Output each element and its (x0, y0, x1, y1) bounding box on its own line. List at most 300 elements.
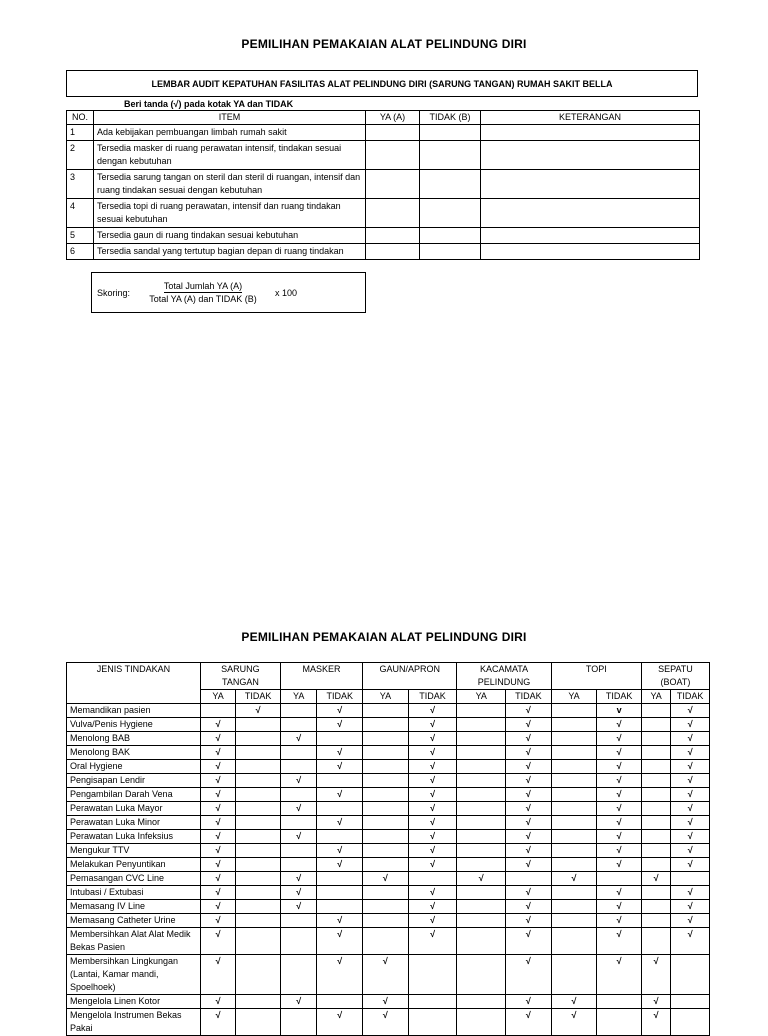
action-name: Memasang Catheter Urine (67, 914, 201, 928)
sub-header-tidak: TIDAK (671, 690, 710, 704)
tidak-checkbox-cell[interactable] (420, 141, 481, 170)
check-cell[interactable]: √ (597, 732, 642, 746)
check-cell[interactable]: √ (200, 955, 235, 995)
check-cell[interactable]: √ (280, 732, 317, 746)
check-cell[interactable]: √ (408, 914, 457, 928)
check-cell[interactable] (280, 718, 317, 732)
check-cell[interactable] (457, 886, 506, 900)
check-cell[interactable]: √ (200, 774, 235, 788)
check-cell[interactable] (641, 704, 670, 718)
check-cell[interactable] (280, 760, 317, 774)
tidak-checkbox-cell[interactable] (420, 228, 481, 244)
check-cell[interactable]: √ (280, 995, 317, 1009)
check-cell[interactable]: √ (280, 900, 317, 914)
check-cell[interactable] (236, 858, 281, 872)
check-cell[interactable]: √ (506, 900, 552, 914)
check-cell[interactable]: √ (408, 760, 457, 774)
action-name: Vulva/Penis Hygiene (67, 718, 201, 732)
audit-row (67, 125, 700, 141)
col-header-item: ITEM (94, 111, 366, 125)
keterangan-cell[interactable] (481, 199, 700, 228)
check-cell[interactable]: √ (317, 746, 363, 760)
audit-row (67, 228, 700, 244)
check-cell[interactable] (671, 995, 710, 1009)
check-cell[interactable] (457, 900, 506, 914)
check-cell[interactable] (236, 872, 281, 886)
check-cell[interactable] (363, 760, 409, 774)
check-cell[interactable]: √ (280, 802, 317, 816)
check-cell[interactable] (641, 830, 670, 844)
tidak-checkbox-cell[interactable] (420, 125, 481, 141)
group-header-cap: TOPI (551, 663, 641, 690)
check-cell[interactable] (363, 746, 409, 760)
sub-header-ya: YA (200, 690, 235, 704)
row-item: Tersedia sarung tangan on steril dan steril di ruangan, intensif dan ruang tindakan sesuai dengan kebutuhan (94, 170, 366, 199)
ya-checkbox-cell[interactable] (366, 125, 420, 141)
check-cell[interactable]: √ (671, 858, 710, 872)
check-cell[interactable] (671, 1009, 710, 1036)
check-cell[interactable] (641, 886, 670, 900)
check-cell[interactable]: √ (597, 760, 642, 774)
check-cell[interactable]: √ (317, 788, 363, 802)
check-cell[interactable] (236, 914, 281, 928)
check-cell[interactable] (363, 858, 409, 872)
check-cell[interactable]: √ (408, 774, 457, 788)
check-cell[interactable]: √ (200, 844, 235, 858)
check-cell[interactable]: √ (280, 830, 317, 844)
check-cell[interactable] (317, 732, 363, 746)
check-cell[interactable]: √ (200, 802, 235, 816)
check-cell[interactable] (280, 704, 317, 718)
check-cell[interactable] (363, 718, 409, 732)
check-cell[interactable] (317, 995, 363, 1009)
check-cell[interactable] (551, 928, 597, 955)
check-cell[interactable]: √ (506, 760, 552, 774)
check-cell[interactable]: √ (671, 928, 710, 955)
check-cell[interactable]: √ (506, 995, 552, 1009)
check-cell[interactable] (641, 858, 670, 872)
check-cell[interactable] (363, 900, 409, 914)
check-cell[interactable]: √ (506, 732, 552, 746)
section-title: PEMILIHAN PEMAKAIAN ALAT PELINDUNG DIRI (241, 630, 527, 644)
check-cell[interactable] (236, 774, 281, 788)
check-cell[interactable]: √ (551, 1009, 597, 1036)
check-cell[interactable]: √ (408, 844, 457, 858)
check-cell[interactable]: √ (200, 1009, 235, 1036)
check-cell[interactable] (408, 955, 457, 995)
check-cell[interactable] (363, 844, 409, 858)
apd-row (67, 802, 710, 816)
check-cell[interactable] (551, 802, 597, 816)
check-cell[interactable] (280, 816, 317, 830)
check-cell[interactable] (363, 830, 409, 844)
check-cell[interactable]: √ (671, 914, 710, 928)
check-cell[interactable]: √ (317, 704, 363, 718)
ya-checkbox-cell[interactable] (366, 228, 420, 244)
apd-row (67, 718, 710, 732)
apd-row (67, 704, 710, 718)
check-cell[interactable]: √ (671, 802, 710, 816)
tidak-checkbox-cell[interactable] (420, 199, 481, 228)
check-cell[interactable]: v (597, 704, 642, 718)
check-cell[interactable]: √ (506, 816, 552, 830)
check-cell[interactable]: √ (200, 900, 235, 914)
check-cell[interactable]: √ (408, 886, 457, 900)
check-cell[interactable]: √ (506, 886, 552, 900)
check-cell[interactable] (280, 858, 317, 872)
check-cell[interactable]: √ (317, 718, 363, 732)
check-cell[interactable]: √ (506, 704, 552, 718)
check-cell[interactable] (363, 914, 409, 928)
check-cell[interactable] (641, 760, 670, 774)
check-cell[interactable]: √ (200, 872, 235, 886)
check-cell[interactable]: √ (597, 900, 642, 914)
apd-row (67, 788, 710, 802)
check-cell[interactable]: √ (363, 995, 409, 1009)
scoring-label: Skoring: (97, 288, 131, 298)
check-cell[interactable]: √ (597, 858, 642, 872)
audit-sheet-header: LEMBAR AUDIT KEPATUHAN FASILITAS ALAT PELINDUNG DIRI (SARUNG TANGAN) RUMAH SAKIT BELLA (66, 70, 698, 97)
check-cell[interactable] (200, 704, 235, 718)
check-cell[interactable] (236, 830, 281, 844)
check-cell[interactable]: √ (641, 872, 670, 886)
check-cell[interactable]: √ (200, 914, 235, 928)
check-cell[interactable] (236, 788, 281, 802)
check-cell[interactable] (363, 788, 409, 802)
ya-checkbox-cell[interactable] (366, 244, 420, 260)
check-cell[interactable] (551, 914, 597, 928)
check-cell[interactable] (597, 995, 642, 1009)
sub-header-ya: YA (551, 690, 597, 704)
keterangan-cell[interactable] (481, 244, 700, 260)
sub-header-tidak: TIDAK (597, 690, 642, 704)
check-cell[interactable]: √ (506, 830, 552, 844)
group-header-gloves: SARUNG TANGAN (200, 663, 280, 690)
check-cell[interactable]: √ (597, 844, 642, 858)
check-cell[interactable]: √ (408, 900, 457, 914)
check-cell[interactable]: √ (408, 802, 457, 816)
check-cell[interactable] (236, 955, 281, 995)
check-cell[interactable]: √ (408, 746, 457, 760)
check-cell[interactable] (408, 995, 457, 1009)
check-cell[interactable]: √ (408, 830, 457, 844)
check-cell[interactable] (457, 858, 506, 872)
check-cell[interactable]: √ (200, 816, 235, 830)
check-cell[interactable] (551, 830, 597, 844)
check-cell[interactable]: √ (280, 872, 317, 886)
check-cell[interactable]: √ (457, 872, 506, 886)
check-cell[interactable] (551, 718, 597, 732)
check-cell[interactable] (317, 900, 363, 914)
keterangan-cell[interactable] (481, 170, 700, 199)
check-cell[interactable]: √ (200, 746, 235, 760)
check-cell[interactable] (363, 704, 409, 718)
ya-checkbox-cell[interactable] (366, 141, 420, 170)
check-cell[interactable] (280, 955, 317, 995)
check-cell[interactable]: √ (280, 886, 317, 900)
instruction-text: Beri tanda (√) pada kotak YA dan TIDAK (124, 99, 294, 109)
check-cell[interactable]: √ (317, 928, 363, 955)
check-cell[interactable] (363, 928, 409, 955)
check-cell[interactable] (671, 872, 710, 886)
check-cell[interactable] (457, 928, 506, 955)
check-cell[interactable] (317, 802, 363, 816)
check-cell[interactable]: √ (597, 816, 642, 830)
check-cell[interactable]: √ (671, 886, 710, 900)
check-cell[interactable] (641, 900, 670, 914)
check-cell[interactable]: √ (551, 872, 597, 886)
check-cell[interactable]: √ (200, 858, 235, 872)
check-cell[interactable]: √ (200, 718, 235, 732)
check-cell[interactable]: √ (317, 816, 363, 830)
check-cell[interactable]: √ (317, 1009, 363, 1036)
check-cell[interactable] (641, 718, 670, 732)
check-cell[interactable] (317, 886, 363, 900)
check-cell[interactable] (641, 928, 670, 955)
row-number: 4 (67, 199, 94, 228)
check-cell[interactable]: √ (597, 802, 642, 816)
check-cell[interactable]: √ (597, 928, 642, 955)
action-name: Mengelola Instrumen Bekas Pakai (67, 1009, 201, 1036)
check-cell[interactable] (551, 760, 597, 774)
check-cell[interactable]: √ (597, 830, 642, 844)
check-cell[interactable]: √ (671, 830, 710, 844)
check-cell[interactable] (641, 774, 670, 788)
check-cell[interactable]: √ (200, 995, 235, 1009)
check-cell[interactable]: √ (671, 900, 710, 914)
check-cell[interactable]: √ (597, 955, 642, 995)
check-cell[interactable] (457, 788, 506, 802)
check-cell[interactable] (457, 802, 506, 816)
check-cell[interactable]: √ (671, 718, 710, 732)
check-cell[interactable] (236, 995, 281, 1009)
check-cell[interactable] (280, 1009, 317, 1036)
check-cell[interactable] (363, 802, 409, 816)
check-cell[interactable]: √ (506, 788, 552, 802)
check-cell[interactable]: √ (641, 1009, 670, 1036)
check-cell[interactable]: √ (363, 872, 409, 886)
check-cell[interactable] (236, 732, 281, 746)
check-cell[interactable]: √ (671, 732, 710, 746)
check-cell[interactable]: √ (317, 844, 363, 858)
apd-row (67, 858, 710, 872)
row-item: Tersedia gaun di ruang tindakan sesuai kebutuhan (94, 228, 366, 244)
check-cell[interactable] (597, 872, 642, 886)
check-cell[interactable] (317, 774, 363, 788)
check-cell[interactable] (363, 774, 409, 788)
apd-row (67, 746, 710, 760)
check-cell[interactable] (551, 704, 597, 718)
tidak-checkbox-cell[interactable] (420, 170, 481, 199)
check-cell[interactable] (506, 872, 552, 886)
page-title: PEMILIHAN PEMAKAIAN ALAT PELINDUNG DIRI (241, 37, 527, 51)
check-cell[interactable]: √ (597, 886, 642, 900)
check-cell[interactable] (408, 872, 457, 886)
check-cell[interactable] (457, 830, 506, 844)
check-cell[interactable] (236, 928, 281, 955)
check-cell[interactable]: √ (671, 816, 710, 830)
check-cell[interactable]: √ (317, 955, 363, 995)
check-cell[interactable]: √ (506, 1009, 552, 1036)
check-cell[interactable] (236, 844, 281, 858)
check-cell[interactable] (641, 844, 670, 858)
check-cell[interactable]: √ (506, 844, 552, 858)
check-cell[interactable] (641, 788, 670, 802)
check-cell[interactable] (641, 746, 670, 760)
check-cell[interactable]: √ (236, 704, 281, 718)
action-name: Pengisapan Lendir (67, 774, 201, 788)
check-cell[interactable] (236, 760, 281, 774)
check-cell[interactable]: √ (671, 844, 710, 858)
check-cell[interactable] (551, 746, 597, 760)
check-cell[interactable]: √ (408, 718, 457, 732)
check-cell[interactable]: √ (671, 746, 710, 760)
check-cell[interactable]: √ (506, 802, 552, 816)
check-cell[interactable]: √ (671, 704, 710, 718)
check-cell[interactable]: √ (200, 732, 235, 746)
check-cell[interactable] (551, 886, 597, 900)
check-cell[interactable]: √ (597, 746, 642, 760)
check-cell[interactable]: √ (597, 774, 642, 788)
check-cell[interactable] (641, 802, 670, 816)
check-cell[interactable] (551, 732, 597, 746)
check-cell[interactable] (408, 1009, 457, 1036)
check-cell[interactable] (317, 872, 363, 886)
check-cell[interactable]: √ (597, 718, 642, 732)
check-cell[interactable] (551, 858, 597, 872)
check-cell[interactable]: √ (317, 760, 363, 774)
col-header-no: NO. (67, 111, 94, 125)
check-cell[interactable]: √ (200, 928, 235, 955)
check-cell[interactable] (236, 816, 281, 830)
check-cell[interactable]: √ (408, 732, 457, 746)
check-cell[interactable] (236, 746, 281, 760)
check-cell[interactable]: √ (641, 995, 670, 1009)
check-cell[interactable] (457, 704, 506, 718)
check-cell[interactable]: √ (641, 955, 670, 995)
check-cell[interactable]: √ (506, 858, 552, 872)
check-cell[interactable] (551, 788, 597, 802)
check-cell[interactable] (457, 746, 506, 760)
check-cell[interactable] (457, 995, 506, 1009)
check-cell[interactable]: √ (597, 788, 642, 802)
check-cell[interactable]: √ (408, 928, 457, 955)
check-cell[interactable] (457, 732, 506, 746)
check-cell[interactable]: √ (506, 914, 552, 928)
ya-checkbox-cell[interactable] (366, 199, 420, 228)
check-cell[interactable] (641, 816, 670, 830)
group-header-mask: MASKER (280, 663, 362, 690)
check-cell[interactable] (457, 914, 506, 928)
check-cell[interactable] (671, 955, 710, 995)
check-cell[interactable]: √ (506, 774, 552, 788)
check-cell[interactable] (280, 928, 317, 955)
apd-row (67, 844, 710, 858)
check-cell[interactable]: √ (200, 760, 235, 774)
check-cell[interactable] (457, 816, 506, 830)
check-cell[interactable]: √ (506, 718, 552, 732)
check-cell[interactable] (457, 844, 506, 858)
check-cell[interactable]: √ (363, 1009, 409, 1036)
check-cell[interactable] (317, 830, 363, 844)
scoring-fraction (144, 281, 262, 304)
scoring-denominator: Total YA (A) dan TIDAK (B) (149, 294, 257, 304)
apd-row (67, 900, 710, 914)
check-cell[interactable] (551, 955, 597, 995)
check-cell[interactable]: √ (200, 886, 235, 900)
tidak-checkbox-cell[interactable] (420, 244, 481, 260)
ya-checkbox-cell[interactable] (366, 170, 420, 199)
check-cell[interactable] (457, 774, 506, 788)
check-cell[interactable] (457, 718, 506, 732)
check-cell[interactable] (363, 886, 409, 900)
action-name: Oral Hygiene (67, 760, 201, 774)
check-cell[interactable] (457, 1009, 506, 1036)
action-name: Mengukur TTV (67, 844, 201, 858)
check-cell[interactable] (551, 816, 597, 830)
check-cell[interactable]: √ (506, 928, 552, 955)
check-cell[interactable]: √ (506, 746, 552, 760)
check-cell[interactable] (641, 732, 670, 746)
keterangan-cell[interactable] (481, 141, 700, 170)
group-header-goggles: KACAMATA PELINDUNG (457, 663, 551, 690)
check-cell[interactable] (597, 1009, 642, 1036)
check-cell[interactable] (280, 746, 317, 760)
check-cell[interactable] (457, 760, 506, 774)
check-cell[interactable]: √ (408, 858, 457, 872)
check-cell[interactable] (457, 955, 506, 995)
check-cell[interactable] (236, 802, 281, 816)
check-cell[interactable] (551, 774, 597, 788)
check-cell[interactable]: √ (200, 830, 235, 844)
audit-row (67, 244, 700, 260)
check-cell[interactable] (236, 1009, 281, 1036)
check-cell[interactable]: √ (506, 955, 552, 995)
action-name: Membersihkan Alat Alat Medik Bekas Pasien (67, 928, 201, 955)
check-cell[interactable] (280, 914, 317, 928)
check-cell[interactable] (280, 844, 317, 858)
check-cell[interactable] (551, 900, 597, 914)
check-cell[interactable] (551, 844, 597, 858)
check-cell[interactable]: √ (671, 760, 710, 774)
check-cell[interactable]: √ (200, 788, 235, 802)
check-cell[interactable]: √ (408, 788, 457, 802)
keterangan-cell[interactable] (481, 125, 700, 141)
check-cell[interactable]: √ (671, 788, 710, 802)
check-cell[interactable]: √ (597, 914, 642, 928)
check-cell[interactable]: √ (408, 816, 457, 830)
check-cell[interactable]: √ (551, 995, 597, 1009)
action-name: Memandikan pasien (67, 704, 201, 718)
check-cell[interactable]: √ (317, 858, 363, 872)
check-cell[interactable]: √ (671, 774, 710, 788)
check-cell[interactable] (363, 816, 409, 830)
check-cell[interactable] (236, 886, 281, 900)
col-header-keterangan: KETERANGAN (481, 111, 700, 125)
check-cell[interactable] (641, 914, 670, 928)
check-cell[interactable] (363, 732, 409, 746)
apd-row (67, 955, 710, 995)
check-cell[interactable] (236, 900, 281, 914)
check-cell[interactable] (280, 788, 317, 802)
check-cell[interactable]: √ (363, 955, 409, 995)
keterangan-cell[interactable] (481, 228, 700, 244)
check-cell[interactable]: √ (408, 704, 457, 718)
check-cell[interactable] (236, 718, 281, 732)
apd-row (67, 732, 710, 746)
check-cell[interactable]: √ (280, 774, 317, 788)
check-cell[interactable]: √ (317, 914, 363, 928)
